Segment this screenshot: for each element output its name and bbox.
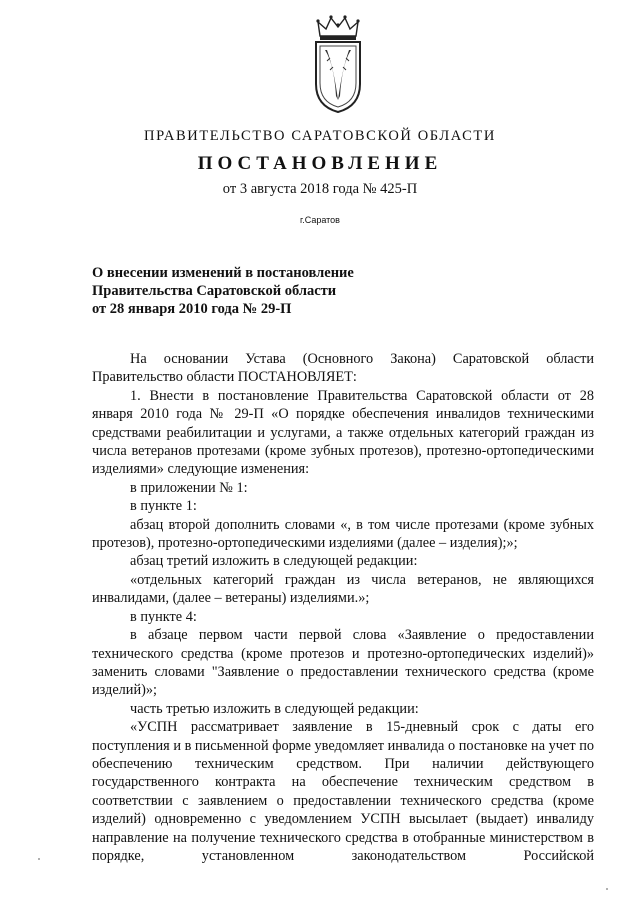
body-paragraph: часть третью изложить в следующей редакции:	[130, 700, 419, 717]
body-paragraph: 1. Внести в постановление Правительства Саратовской области от 28 января 2010 года № 29-П «О порядке обеспечения инвалидов техническими средствами реабилитации и услугами, а также отдельных категорий граждан из числа ветеранов протезами (кроме зубных протезов), протезно-ортопедическими изделиями» следующие изменения:	[92, 387, 594, 478]
body-paragraph: На основании Устава (Основного Закона) Саратовской области Правительство области ПОСТАНОВЛЯЕТ:	[92, 351, 594, 386]
document-date: от 3 августа 2018 года № 425-П	[222, 181, 418, 197]
document-body	[92, 350, 594, 865]
document-type: ПОСТАНОВЛЕНИЕ	[197, 153, 443, 174]
body-paragraph: «УСПН рассматривает заявление в 15-дневный срок с даты его поступления и в письменной форме уведомляет инвалида о постановке на учет по обеспечению техническим средством. При наличии действующего государственного контракта на обеспечение техническим средством в соответствии с заявлением о предоставлении технического средства (кроме изделий) одновременно с уведомлением УСПН высылает (выдает) инвалиду направление на получение технического средства в отобранные министерством в порядке, установленном законодательством Российской	[92, 719, 594, 864]
document-city: г.Саратов	[300, 215, 340, 225]
title-line: от 28 января 2010 года № 29-П	[92, 301, 292, 317]
body-paragraph: «отдельных категорий граждан из числа ветеранов, не являющихся инвалидами, (далее – ветераны) изделиями.»;	[92, 571, 594, 607]
scan-speck	[38, 858, 40, 860]
title-line: О внесении изменений в постановление	[92, 265, 354, 281]
title-line: Правительства Саратовской области	[92, 283, 337, 299]
body-paragraph: в пункте 1:	[130, 498, 197, 515]
body-paragraph: абзац второй дополнить словами «, в том числе протезами (кроме зубных протезов), протезно-ортопедическими изделиями (далее – изделия);»;	[92, 516, 594, 552]
scan-speck	[606, 888, 608, 890]
organization-name: ПРАВИТЕЛЬСТВО САРАТОВСКОЙ ОБЛАСТИ	[144, 128, 496, 144]
document-title	[92, 264, 354, 318]
body-paragraph: в приложении № 1:	[130, 479, 248, 496]
body-paragraph: в пункте 4:	[130, 608, 197, 625]
body-paragraph: в абзаце первом части первой слова «Заявление о предоставлении технического средства (кроме протезов и протезно-ортопедических изделий)» заменить словами "Заявление о предоставлении технического средства (кроме изделий)»;	[92, 627, 594, 699]
saratov-coat-of-arms-icon	[310, 14, 366, 114]
body-paragraph: абзац третий изложить в следующей редакции:	[130, 553, 418, 570]
